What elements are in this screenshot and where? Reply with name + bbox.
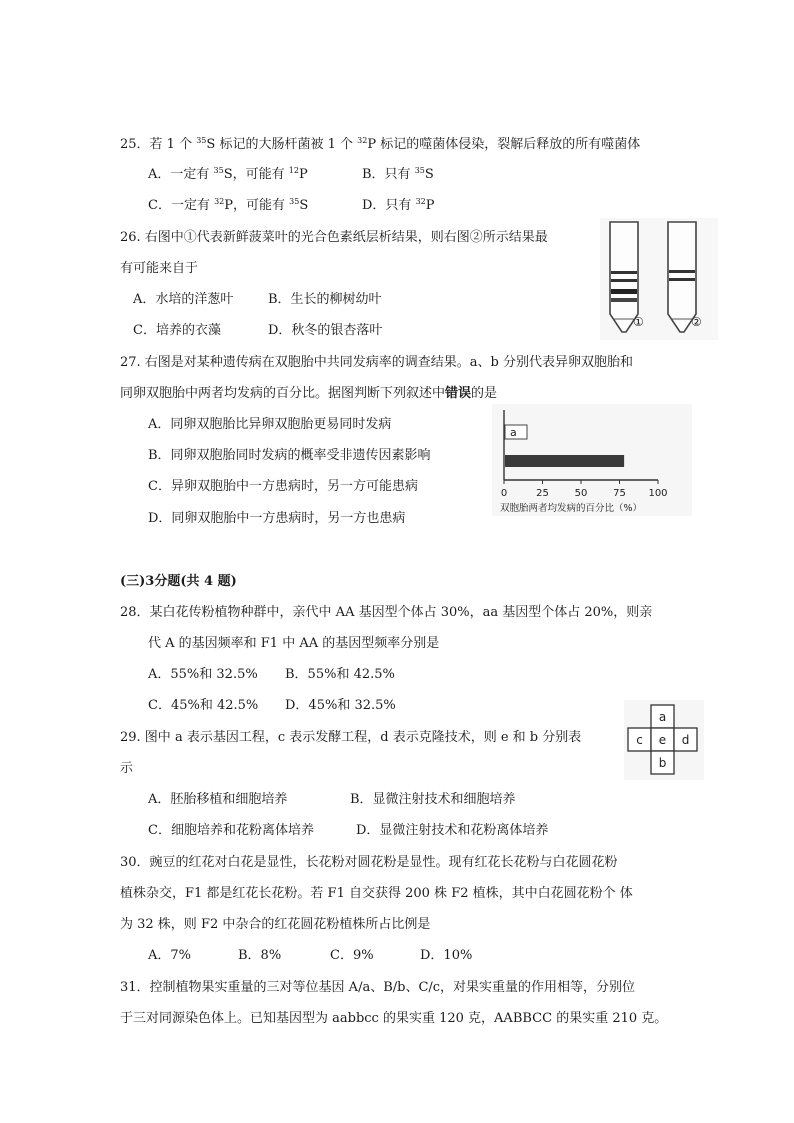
q29-stem-line1: 29. 图中 a 表示基因工程，c 表示发酵工程，d 表示克隆技术，则 e 和 b 分别表: [120, 730, 582, 745]
tube-2-band: [669, 270, 695, 273]
chart-x-label: 双胞胎两者均发病的百分比（%）: [500, 503, 643, 514]
q25-option-d: D．只有 $^{32}$P: [362, 197, 435, 213]
q26-stem-line2: 有可能来自于: [120, 261, 199, 276]
cross-bottom-label: b: [658, 756, 667, 770]
q25-option-c: C．一定有 $^{32}$P，可能有 $^{35}$S: [148, 197, 309, 213]
q29-option-b: B．显微注射技术和细胞培养: [350, 792, 516, 807]
q30-option-b: B．8%: [238, 948, 282, 963]
q28-option-d: D．45%和 32.5%: [285, 698, 396, 713]
q29-option-a: A．胚胎移植和细胞培养: [148, 792, 288, 807]
q29-option-d: D．显微注射技术和花粉离体培养: [356, 823, 549, 838]
cross-left-label: c: [636, 733, 643, 747]
q27-option-c: C．异卵双胞胎中一方患病时，另一方可能患病: [148, 479, 418, 494]
q31-stem-line1: 31．控制植物果实重量的三对等位基因 A/a、B/b、C/c，对果实重量的作用相等，分别位: [120, 980, 636, 995]
x-tick-label: 75: [613, 488, 626, 499]
tube-1-label: ①: [633, 315, 644, 329]
q30-option-c: C．9%: [330, 948, 374, 963]
tube-1-band: [611, 298, 637, 302]
q26-option-a: A．水培的洋葱叶: [133, 292, 234, 307]
q28-option-c: C．45%和 42.5%: [148, 698, 259, 713]
q29-stem-line2: 示: [120, 761, 134, 776]
tube-1-band: [611, 279, 637, 282]
tube-1-band: [611, 289, 637, 294]
q30-option-a: A．7%: [148, 948, 192, 963]
cross-center-label: e: [658, 733, 667, 747]
x-tick-label: 50: [574, 488, 588, 499]
q27-option-b: B．同卵双胞胎同时发病的概率受非遗传因素影响: [148, 448, 431, 463]
twin-incidence-chart: [492, 404, 692, 516]
cross-top-label: a: [658, 710, 667, 724]
q30-stem-line1: 30．豌豆的红花对白花是显性，长花粉对圆花粉是显性。现有红花长花粉与白花圆花粉: [120, 855, 618, 870]
tube-2-label: ②: [691, 315, 702, 329]
q28-stem-line2: 代 A 的基因频率和 F1 中 AA 的基因型频率分别是: [148, 636, 440, 651]
q30-stem-line2: 植株杂交，F1 都是红花长花粉。若 F1 自交获得 200 株 F2 植株，其中白花圆花粉个 体: [120, 886, 633, 901]
q28-option-a: A．55%和 32.5%: [148, 667, 258, 682]
q25-stem: 25．若 1 个 $^{35}$S 标记的大肠杆菌被 1 个 $^{32}$P 标记的噬菌体侵染，裂解后释放的所有噬菌体: [120, 136, 641, 152]
q31-stem-line2: 于三对同源染色体上。已知基因型为 aabbcc 的果实重 120 克，AABBCC 的果实重 210 克。: [120, 1011, 668, 1026]
technique-cross-diagram: [624, 700, 704, 780]
section-title: (三)3分题(共 4 题): [120, 574, 237, 589]
q27-stem-line1: 27. 右图是对某种遗传病在双胞胎中共同发病率的调查结果。a、b 分别代表异卵双胞胎和: [120, 355, 634, 370]
q27-option-a: A．同卵双胞胎比异卵双胞胎更易同时发病: [148, 417, 392, 432]
x-tick-label: 25: [536, 488, 549, 499]
q30-stem-line3: 为 32 株，则 F2 中杂合的红花圆花粉植株所占比例是: [120, 917, 431, 932]
cross-right-label: d: [681, 733, 690, 747]
q26-stem-line1: 26. 右图中①代表新鲜菠菜叶的光合色素纸层析结果，则右图②所示结果最: [120, 230, 548, 245]
tube-1-band: [611, 271, 637, 274]
q25-option-b: B．只有 $^{35}$S: [362, 166, 434, 182]
q25-option-a: A．一定有 $^{35}$S，可能有 $^{12}$P: [148, 166, 308, 182]
x-tick-label: 0: [500, 488, 508, 499]
bar-a-label: a: [510, 426, 517, 439]
q28-option-b: B．55%和 42.5%: [285, 667, 395, 682]
q27-option-d: D．同卵双胞胎中一方患病时，另一方也患病: [148, 511, 406, 526]
x-tick-label: 100: [648, 488, 668, 499]
q26-option-b: B．生长的柳树幼叶: [268, 292, 382, 307]
bar-b: [505, 455, 624, 467]
q26-option-d: D．秋冬的银杏落叶: [268, 323, 383, 338]
tube-2-band: [669, 278, 695, 281]
chromatography-figure: [600, 218, 718, 340]
q26-option-c: C．培养的衣藻: [133, 323, 221, 338]
q29-option-c: C．细胞培养和花粉离体培养: [148, 823, 314, 838]
q28-stem-line1: 28．某白花传粉植物种群中，亲代中 AA 基因型个体占 30%，aa 基因型个体占 20%，则亲: [120, 605, 653, 620]
q27-stem-line2: 同卵双胞胎中两者均发病的百分比。据图判断下列叙述中错误的是: [120, 386, 498, 401]
q30-option-d: D．10%: [420, 948, 473, 963]
